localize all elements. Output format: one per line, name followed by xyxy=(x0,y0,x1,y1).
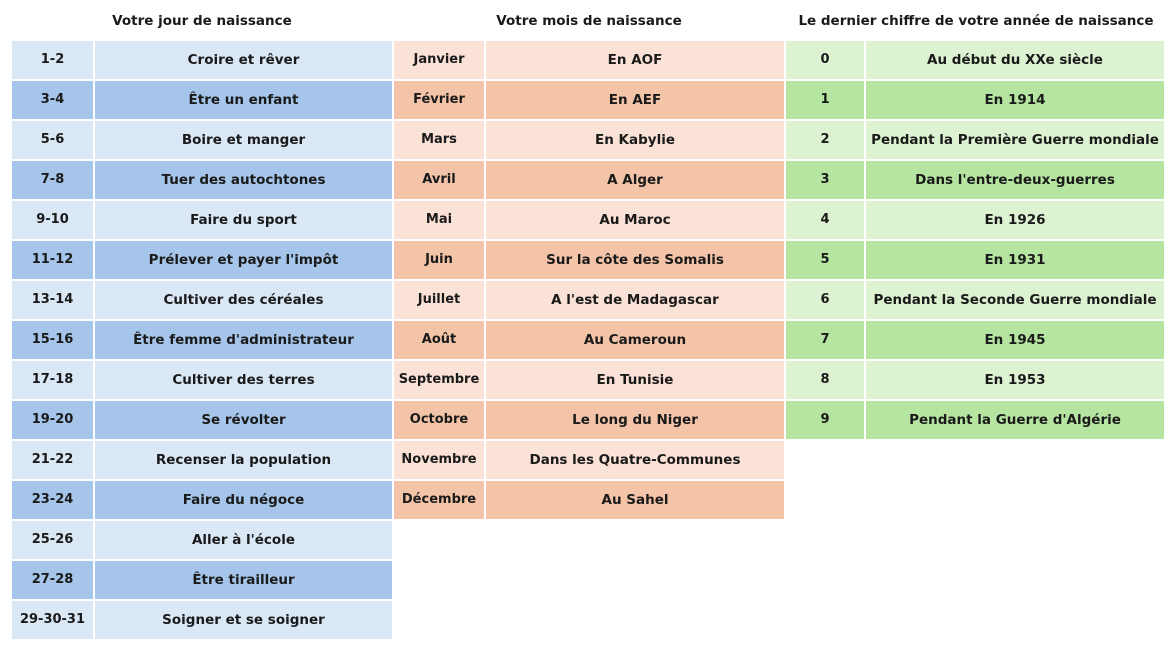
month-value-cell: A l'est de Madagascar xyxy=(486,281,784,319)
month-value-cell: En AEF xyxy=(486,81,784,119)
month-row xyxy=(394,81,784,119)
year-table xyxy=(786,41,1164,441)
day-row xyxy=(12,281,392,319)
year-row xyxy=(786,201,1164,239)
year-value-cell: Pendant la Première Guerre mondiale xyxy=(866,121,1164,159)
year-row xyxy=(786,121,1164,159)
month-value-cell: En AOF xyxy=(486,41,784,79)
month-value-cell: A Alger xyxy=(486,161,784,199)
day-value-cell: Cultiver des céréales xyxy=(95,281,392,319)
day-row xyxy=(12,241,392,279)
month-key-cell: Décembre xyxy=(394,481,484,519)
day-value-cell: Se révolter xyxy=(95,401,392,439)
year-value-cell: Pendant la Seconde Guerre mondiale xyxy=(866,281,1164,319)
day-value-cell: Prélever et payer l'impôt xyxy=(95,241,392,279)
year-table-title: Le dernier chiffre de votre année de naissance xyxy=(798,13,1154,29)
month-table-title: Votre mois de naissance xyxy=(496,13,682,29)
year-key-cell: 3 xyxy=(786,161,864,199)
year-row xyxy=(786,241,1164,279)
year-value-cell: En 1926 xyxy=(866,201,1164,239)
month-row xyxy=(394,401,784,439)
year-value-cell: Au début du XXe siècle xyxy=(866,41,1164,79)
month-row xyxy=(394,121,784,159)
month-key-cell: Février xyxy=(394,81,484,119)
month-table xyxy=(394,41,784,521)
day-row xyxy=(12,601,392,639)
day-value-cell: Boire et manger xyxy=(95,121,392,159)
month-key-cell: Juillet xyxy=(394,281,484,319)
day-row xyxy=(12,41,392,79)
year-key-cell: 2 xyxy=(786,121,864,159)
year-value-cell: En 1931 xyxy=(866,241,1164,279)
month-row xyxy=(394,161,784,199)
day-value-cell: Croire et rêver xyxy=(95,41,392,79)
month-key-cell: Janvier xyxy=(394,41,484,79)
month-key-cell: Mai xyxy=(394,201,484,239)
month-value-cell: Au Maroc xyxy=(486,201,784,239)
day-key-cell: 17-18 xyxy=(12,361,93,399)
day-key-cell: 1-2 xyxy=(12,41,93,79)
day-value-cell: Être un enfant xyxy=(95,81,392,119)
month-key-cell: Septembre xyxy=(394,361,484,399)
day-key-cell: 9-10 xyxy=(12,201,93,239)
year-row xyxy=(786,321,1164,359)
year-row xyxy=(786,41,1164,79)
day-row xyxy=(12,121,392,159)
month-row xyxy=(394,41,784,79)
year-key-cell: 4 xyxy=(786,201,864,239)
month-key-cell: Août xyxy=(394,321,484,359)
day-value-cell: Recenser la population xyxy=(95,441,392,479)
month-value-cell: En Kabylie xyxy=(486,121,784,159)
year-value-cell: Dans l'entre-deux-guerres xyxy=(866,161,1164,199)
year-row xyxy=(786,281,1164,319)
year-value-cell: En 1945 xyxy=(866,321,1164,359)
day-value-cell: Soigner et se soigner xyxy=(95,601,392,639)
month-key-cell: Avril xyxy=(394,161,484,199)
month-row xyxy=(394,241,784,279)
day-key-cell: 29-30-31 xyxy=(12,601,93,639)
year-value-cell: En 1914 xyxy=(866,81,1164,119)
year-key-cell: 8 xyxy=(786,361,864,399)
day-value-cell: Être tirailleur xyxy=(95,561,392,599)
day-key-cell: 7-8 xyxy=(12,161,93,199)
day-row xyxy=(12,361,392,399)
year-row xyxy=(786,161,1164,199)
year-row xyxy=(786,81,1164,119)
day-row xyxy=(12,521,392,559)
day-value-cell: Faire du négoce xyxy=(95,481,392,519)
day-row xyxy=(12,321,392,359)
day-key-cell: 27-28 xyxy=(12,561,93,599)
month-key-cell: Juin xyxy=(394,241,484,279)
day-key-cell: 23-24 xyxy=(12,481,93,519)
day-key-cell: 11-12 xyxy=(12,241,93,279)
month-row xyxy=(394,481,784,519)
month-value-cell: Au Sahel xyxy=(486,481,784,519)
day-key-cell: 3-4 xyxy=(12,81,93,119)
month-key-cell: Octobre xyxy=(394,401,484,439)
day-key-cell: 21-22 xyxy=(12,441,93,479)
year-key-cell: 1 xyxy=(786,81,864,119)
day-key-cell: 25-26 xyxy=(12,521,93,559)
month-row xyxy=(394,201,784,239)
day-table-title: Votre jour de naissance xyxy=(112,13,292,29)
day-value-cell: Aller à l'école xyxy=(95,521,392,559)
day-row xyxy=(12,201,392,239)
day-value-cell: Faire du sport xyxy=(95,201,392,239)
month-row xyxy=(394,321,784,359)
day-row xyxy=(12,561,392,599)
month-value-cell: Sur la côte des Somalis xyxy=(486,241,784,279)
year-row xyxy=(786,361,1164,399)
year-key-cell: 9 xyxy=(786,401,864,439)
year-key-cell: 0 xyxy=(786,41,864,79)
month-value-cell: Au Cameroun xyxy=(486,321,784,359)
day-value-cell: Tuer des autochtones xyxy=(95,161,392,199)
month-row xyxy=(394,441,784,479)
day-key-cell: 19-20 xyxy=(12,401,93,439)
month-value-cell: En Tunisie xyxy=(486,361,784,399)
day-row xyxy=(12,161,392,199)
day-row xyxy=(12,441,392,479)
year-row xyxy=(786,401,1164,439)
day-value-cell: Être femme d'administrateur xyxy=(95,321,392,359)
month-value-cell: Dans les Quatre-Communes xyxy=(486,441,784,479)
year-key-cell: 7 xyxy=(786,321,864,359)
month-row xyxy=(394,281,784,319)
day-row xyxy=(12,401,392,439)
year-key-cell: 5 xyxy=(786,241,864,279)
day-row xyxy=(12,481,392,519)
year-value-cell: En 1953 xyxy=(866,361,1164,399)
month-row xyxy=(394,361,784,399)
day-key-cell: 15-16 xyxy=(12,321,93,359)
day-table xyxy=(12,41,392,641)
year-key-cell: 6 xyxy=(786,281,864,319)
day-key-cell: 13-14 xyxy=(12,281,93,319)
day-key-cell: 5-6 xyxy=(12,121,93,159)
month-key-cell: Novembre xyxy=(394,441,484,479)
month-key-cell: Mars xyxy=(394,121,484,159)
day-value-cell: Cultiver des terres xyxy=(95,361,392,399)
year-value-cell: Pendant la Guerre d'Algérie xyxy=(866,401,1164,439)
day-row xyxy=(12,81,392,119)
month-value-cell: Le long du Niger xyxy=(486,401,784,439)
